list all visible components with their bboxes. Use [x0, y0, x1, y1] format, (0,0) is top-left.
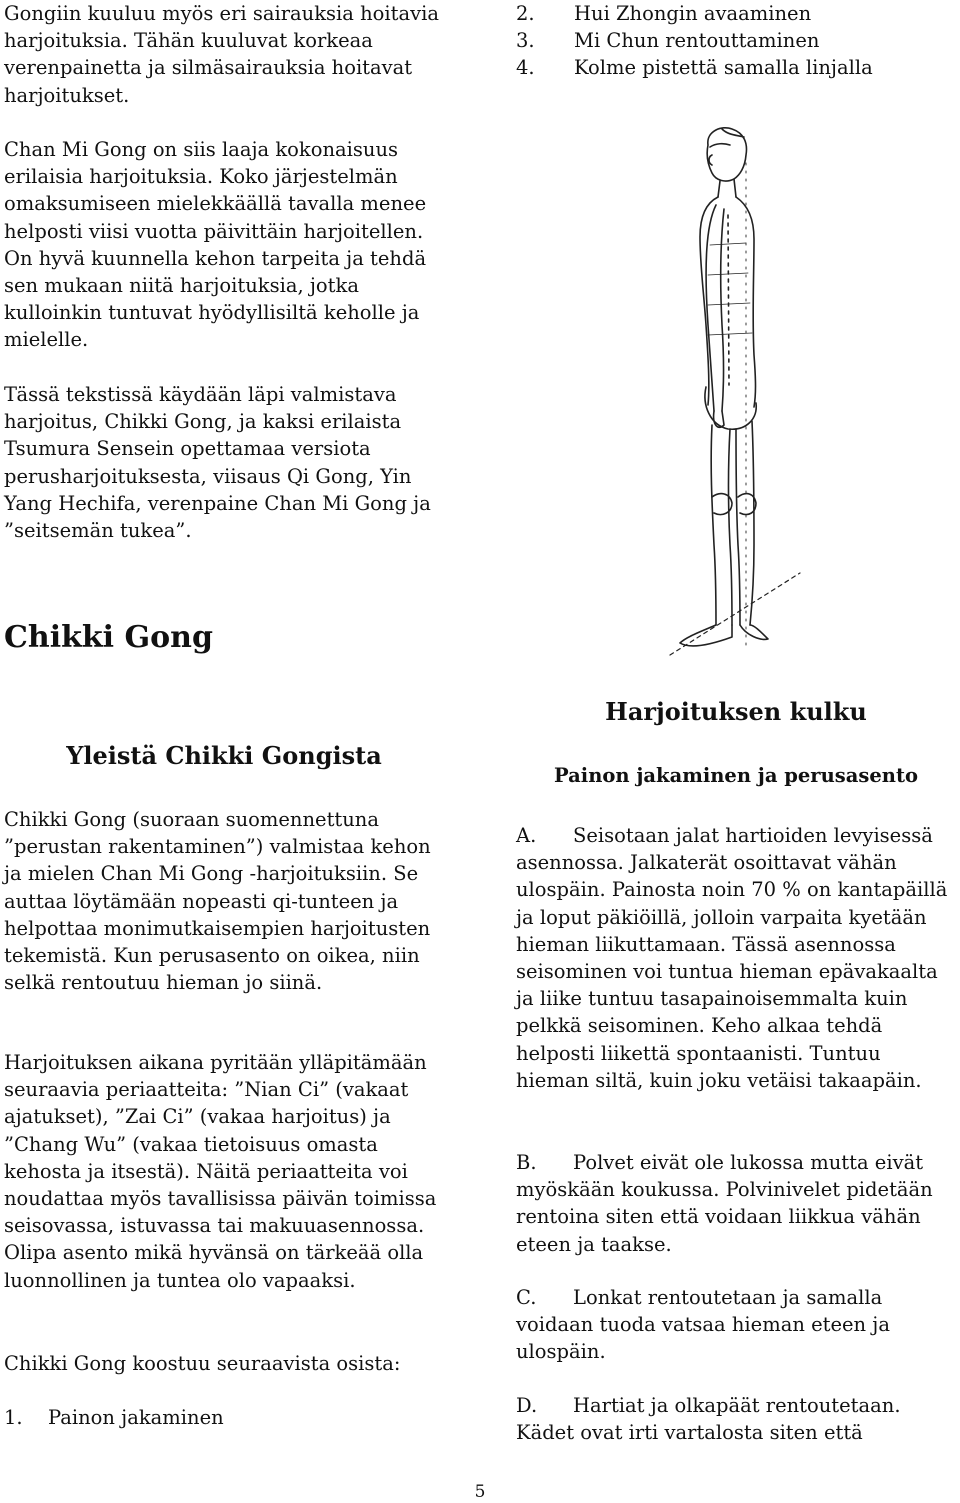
step-text: Polvet eivät ole lukossa mutta eivät myöskään koukussa. Polvinivelet pidetään rentoina siten että voidaan liikkua vähän eteen ja taakse. — [516, 1151, 933, 1256]
step-d — [516, 1392, 956, 1446]
step-letter: B. — [516, 1151, 537, 1174]
step-c — [516, 1284, 956, 1366]
step-letter: A. — [516, 824, 537, 847]
intro-paragraph-3: Tässä tekstissä käydään läpi valmistava harjoitus, Chikki Gong, ja kaksi erilaista Tsumura Sensein opettamaa versiota perusharjoituksesta, viisaus Qi Gong, Yin Yang Hechifa, verenpaine Chan Mi Gong ja ”seitsemän tukea”. — [4, 383, 431, 543]
list-item — [4, 1404, 444, 1431]
body-paragraph-3: Chikki Gong koostuu seuraavista osista: — [4, 1352, 401, 1375]
standing-figure-illustration — [650, 125, 810, 665]
list-item: 3. Mi Chun rentouttaminen — [516, 29, 820, 53]
page-number: 5 — [474, 1482, 486, 1502]
list-item: 2. Hui Zhongin avaaminen — [516, 2, 812, 25]
list-text: Painon jakaminen — [48, 1406, 224, 1429]
intro-paragraph-1: Gongiin kuuluu myös eri sairauksia hoitavia harjoituksia. Tähän kuuluvat korkeaa verenpainetta ja silmäsairauksia hoitavat harjoitukset. — [4, 2, 439, 107]
numbered-list — [516, 0, 946, 82]
step-text: Seisotaan jalat hartioiden levyisessä asennossa. Jalkaterät osoittavat vähän ulospäin. Painosta noin 70 % on kantapäillä ja loput päkiöillä, jolloin varpaita kyetään hieman liikuttamaan. Tässä asennossa seisominen voi tuntua hieman epävakaalta ja liike tuntuu tasapainoisemmalta kuin pelkkä seisominen. Keho alkaa tehdä helposti liikettä spontaanisti. Tuntuu hieman siltä, kuin joku vetäisi takaapäin. — [516, 824, 948, 1092]
list-number: 1. — [4, 1406, 23, 1429]
step-letter: C. — [516, 1286, 537, 1309]
body-paragraph-1: Chikki Gong (suoraan suomennettuna ”perustan rakentaminen”) valmistaa kehon ja mielen Chan Mi Gong -harjoituksiin. Se auttaa löytämään nopeasti qi-tunteen ja helpottaa monimutkaisempien harjoitusten tekemistä. Kun perusasento on oikea, niin selkä rentoutuu hieman jo siinä. — [4, 808, 431, 995]
step-b — [516, 1149, 956, 1258]
list-item: 4. Kolme pistettä samalla linjalla — [516, 56, 873, 80]
step-text: Lonkat rentoutetaan ja samalla voidaan tuoda vatsaa hieman eteen ja ulospäin. — [516, 1286, 890, 1364]
step-letter: D. — [516, 1394, 538, 1417]
intro-paragraph-2: Chan Mi Gong on siis laaja kokonaisuus erilaisia harjoituksia. Koko järjestelmän omaksumiseen mielekkäällä tavalla menee helposti viisi vuotta päivittäin harjoitellen. On hyvä kuunnella kehon tarpeita ja tehdä sen mukaan niitä harjoituksia, jotka kulloinkin tuntuvat hyödyllisiltä keholle ja mielelle. — [4, 138, 427, 352]
right-subtitle: Painon jakaminen ja perusasento — [554, 764, 918, 787]
section-title: Chikki Gong — [4, 620, 213, 655]
sub-title: Yleistä Chikki Gongista — [66, 741, 382, 770]
body-paragraph-2: Harjoituksen aikana pyritään ylläpitämään seuraavia periaatteita: ”Nian Ci” (vakaat ajatukset), ”Zai Ci” (vakaa harjoitus) ja ”Chang Wu” (vakaa tietoisuus omasta kehosta ja itsestä). Näitä periaatteita voi noudattaa myös tavallisissa päivän toimissa seisovassa, istuvassa tai makuuasennossa. Olipa asento mikä hyvänsä on tärkeää olla luonnollinen ja tuntea olo vapaaksi. — [4, 1051, 437, 1292]
step-a — [516, 822, 956, 1094]
step-text: Hartiat ja olkapäät rentoutetaan. Kädet ovat irti vartalosta siten että — [516, 1394, 901, 1445]
right-title: Harjoituksen kulku — [605, 697, 867, 726]
